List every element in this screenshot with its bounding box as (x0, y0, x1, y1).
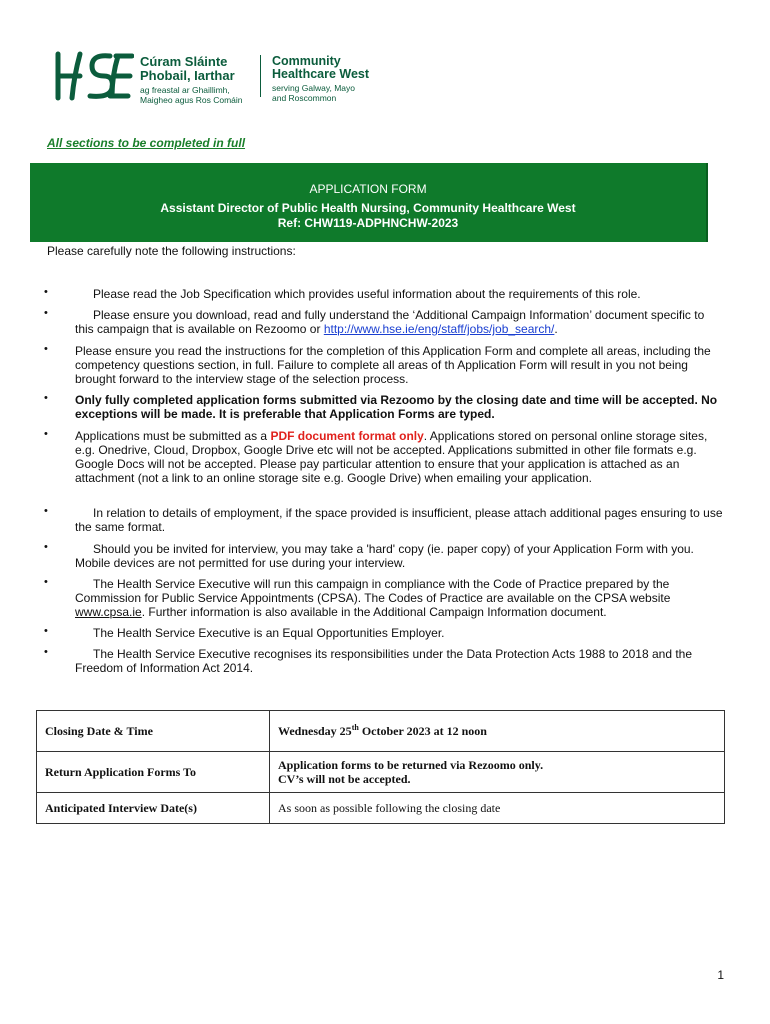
return-forms-line2: CV’s will not be accepted. (278, 772, 411, 786)
banner-position: Assistant Director of Public Health Nursing, Community Healthcare West (160, 201, 576, 215)
bullet-dot: • (44, 576, 48, 588)
bullet-interview-copy: Should you be invited for interview, you may take a 'hard' copy (ie. paper copy) of your Application Form with you. Mobile devices are not permitted for use during your interview. (75, 542, 694, 570)
bullet-dot: • (44, 428, 48, 440)
closing-date-day: Wednesday 25 (278, 724, 352, 738)
bullet-campaign-text: Please ensure you download, read and fully understand the ‘Additional Campaign Information’ document specific to this campaign that is available on Rezoomo or (75, 308, 705, 336)
instructions-heading: Please carefully note the following instructions: (47, 244, 296, 258)
closing-date-rest: October 2023 at 12 noon (358, 724, 487, 738)
bullet-campaign-end: . (554, 322, 558, 336)
bullet-instructions: Please ensure you read the instructions for the completion of this Application Form and complete all areas, including the competency questions section, in full. Failure to complete all areas of th Application Form will result in you not being brought forward to the interview stage of the selection process. (75, 344, 711, 386)
table-row (37, 752, 725, 793)
hse-logo-icon (52, 46, 134, 104)
bullet-campaign-info (75, 308, 723, 336)
bullet-dot: • (44, 625, 48, 637)
closing-date-label: Closing Date & Time (37, 711, 270, 752)
org-name-irish (140, 55, 243, 105)
org1-line1: Cúram Sláinte (140, 54, 228, 69)
bullet-cpsa-text: The Health Service Executive will run this campaign in compliance with the Code of Practice prepared by the Commission for Public Service Appointments (CPSA). The Codes of Practice are available on the CPSA website (75, 577, 671, 605)
closing-date-value (270, 711, 725, 752)
org-name-english (272, 55, 369, 103)
return-forms-label: Return Application Forms To (37, 752, 270, 793)
org2-line2: Healthcare West (272, 67, 370, 81)
banner-title: APPLICATION FORM (309, 182, 427, 196)
bullet-pdf-format (75, 429, 723, 485)
bullet-dot: • (44, 286, 48, 298)
closing-date-suffix: th (351, 723, 359, 732)
bullet-cpsa-rest: . Further information is also available in the Additional Campaign Information document. (141, 605, 607, 619)
interview-date-value: As soon as possible following the closing date (270, 793, 725, 824)
bullet-dot: • (44, 541, 48, 553)
table-row (37, 711, 725, 752)
bullet-dot: • (44, 505, 48, 517)
org2-sub2: and Roscommon (272, 93, 337, 103)
bullet-data-protection: The Health Service Executive recognises its responsibilities under the Data Protection Acts 1988 to 2018 and the Freedom of Information Act 2014. (75, 647, 693, 675)
table-row (37, 793, 725, 824)
bullet-employment: In relation to details of employment, if the space provided is insufficient, please attach additional pages ensuring to use the same format. (75, 506, 723, 534)
page-number: 1 (717, 968, 724, 982)
bullet-dot: • (44, 646, 48, 658)
application-form-banner (30, 163, 708, 242)
job-search-link[interactable]: http://www.hse.ie/eng/staff/jobs/job_search/ (323, 322, 555, 336)
sections-note: All sections to be completed in full (47, 136, 246, 150)
bullet-dot: • (44, 392, 48, 404)
bullet-dot: • (44, 343, 48, 355)
key-dates-table (36, 710, 725, 824)
header-divider (260, 55, 261, 97)
bullet-pdf-text: Applications must be submitted as a (75, 429, 271, 443)
org2-line1: Community (272, 54, 341, 68)
pdf-format-emphasis: PDF document format only (270, 429, 424, 443)
org1-sub2: Maigheo agus Ros Comáin (140, 95, 243, 105)
org1-line2: Phobail, Iarthar (140, 68, 235, 83)
bullet-job-spec: Please read the Job Specification which provides useful information about the requirements of this role. (93, 287, 641, 301)
interview-date-label: Anticipated Interview Date(s) (37, 793, 270, 824)
bullet-cpsa (75, 577, 723, 619)
bullet-equal-opportunities: The Health Service Executive is an Equal Opportunities Employer. (93, 626, 445, 640)
return-forms-line1: Application forms to be returned via Rezoomo only. (278, 758, 544, 772)
bullet-dot: • (44, 307, 48, 319)
org2-sub1: serving Galway, Mayo (272, 83, 355, 93)
cpsa-link[interactable]: www.cpsa.ie (75, 605, 142, 619)
bullet-deadline: Only fully completed application forms submitted via Rezoomo by the closing date and time will be accepted. No exceptions will be made. It is preferable that Application Forms are typed. (75, 393, 718, 421)
org1-sub1: ag freastal ar Ghaillimh, (140, 85, 230, 95)
return-forms-value (270, 752, 725, 793)
bullet-pdf-rest: . Applications stored on personal online storage sites, e.g. Onedrive, Cloud, Dropbox, Google Drive etc will not be accepted. Applications submitted in other file formats e.g. Google Docs will not be accepted. Please pay particular attention to ensure that your application is attached as an attachment (not a link to an online storage site e.g. Google Drive) when emailing your application. (75, 429, 708, 485)
banner-ref: Ref: CHW119-ADPHNCHW-2023 (277, 216, 459, 230)
